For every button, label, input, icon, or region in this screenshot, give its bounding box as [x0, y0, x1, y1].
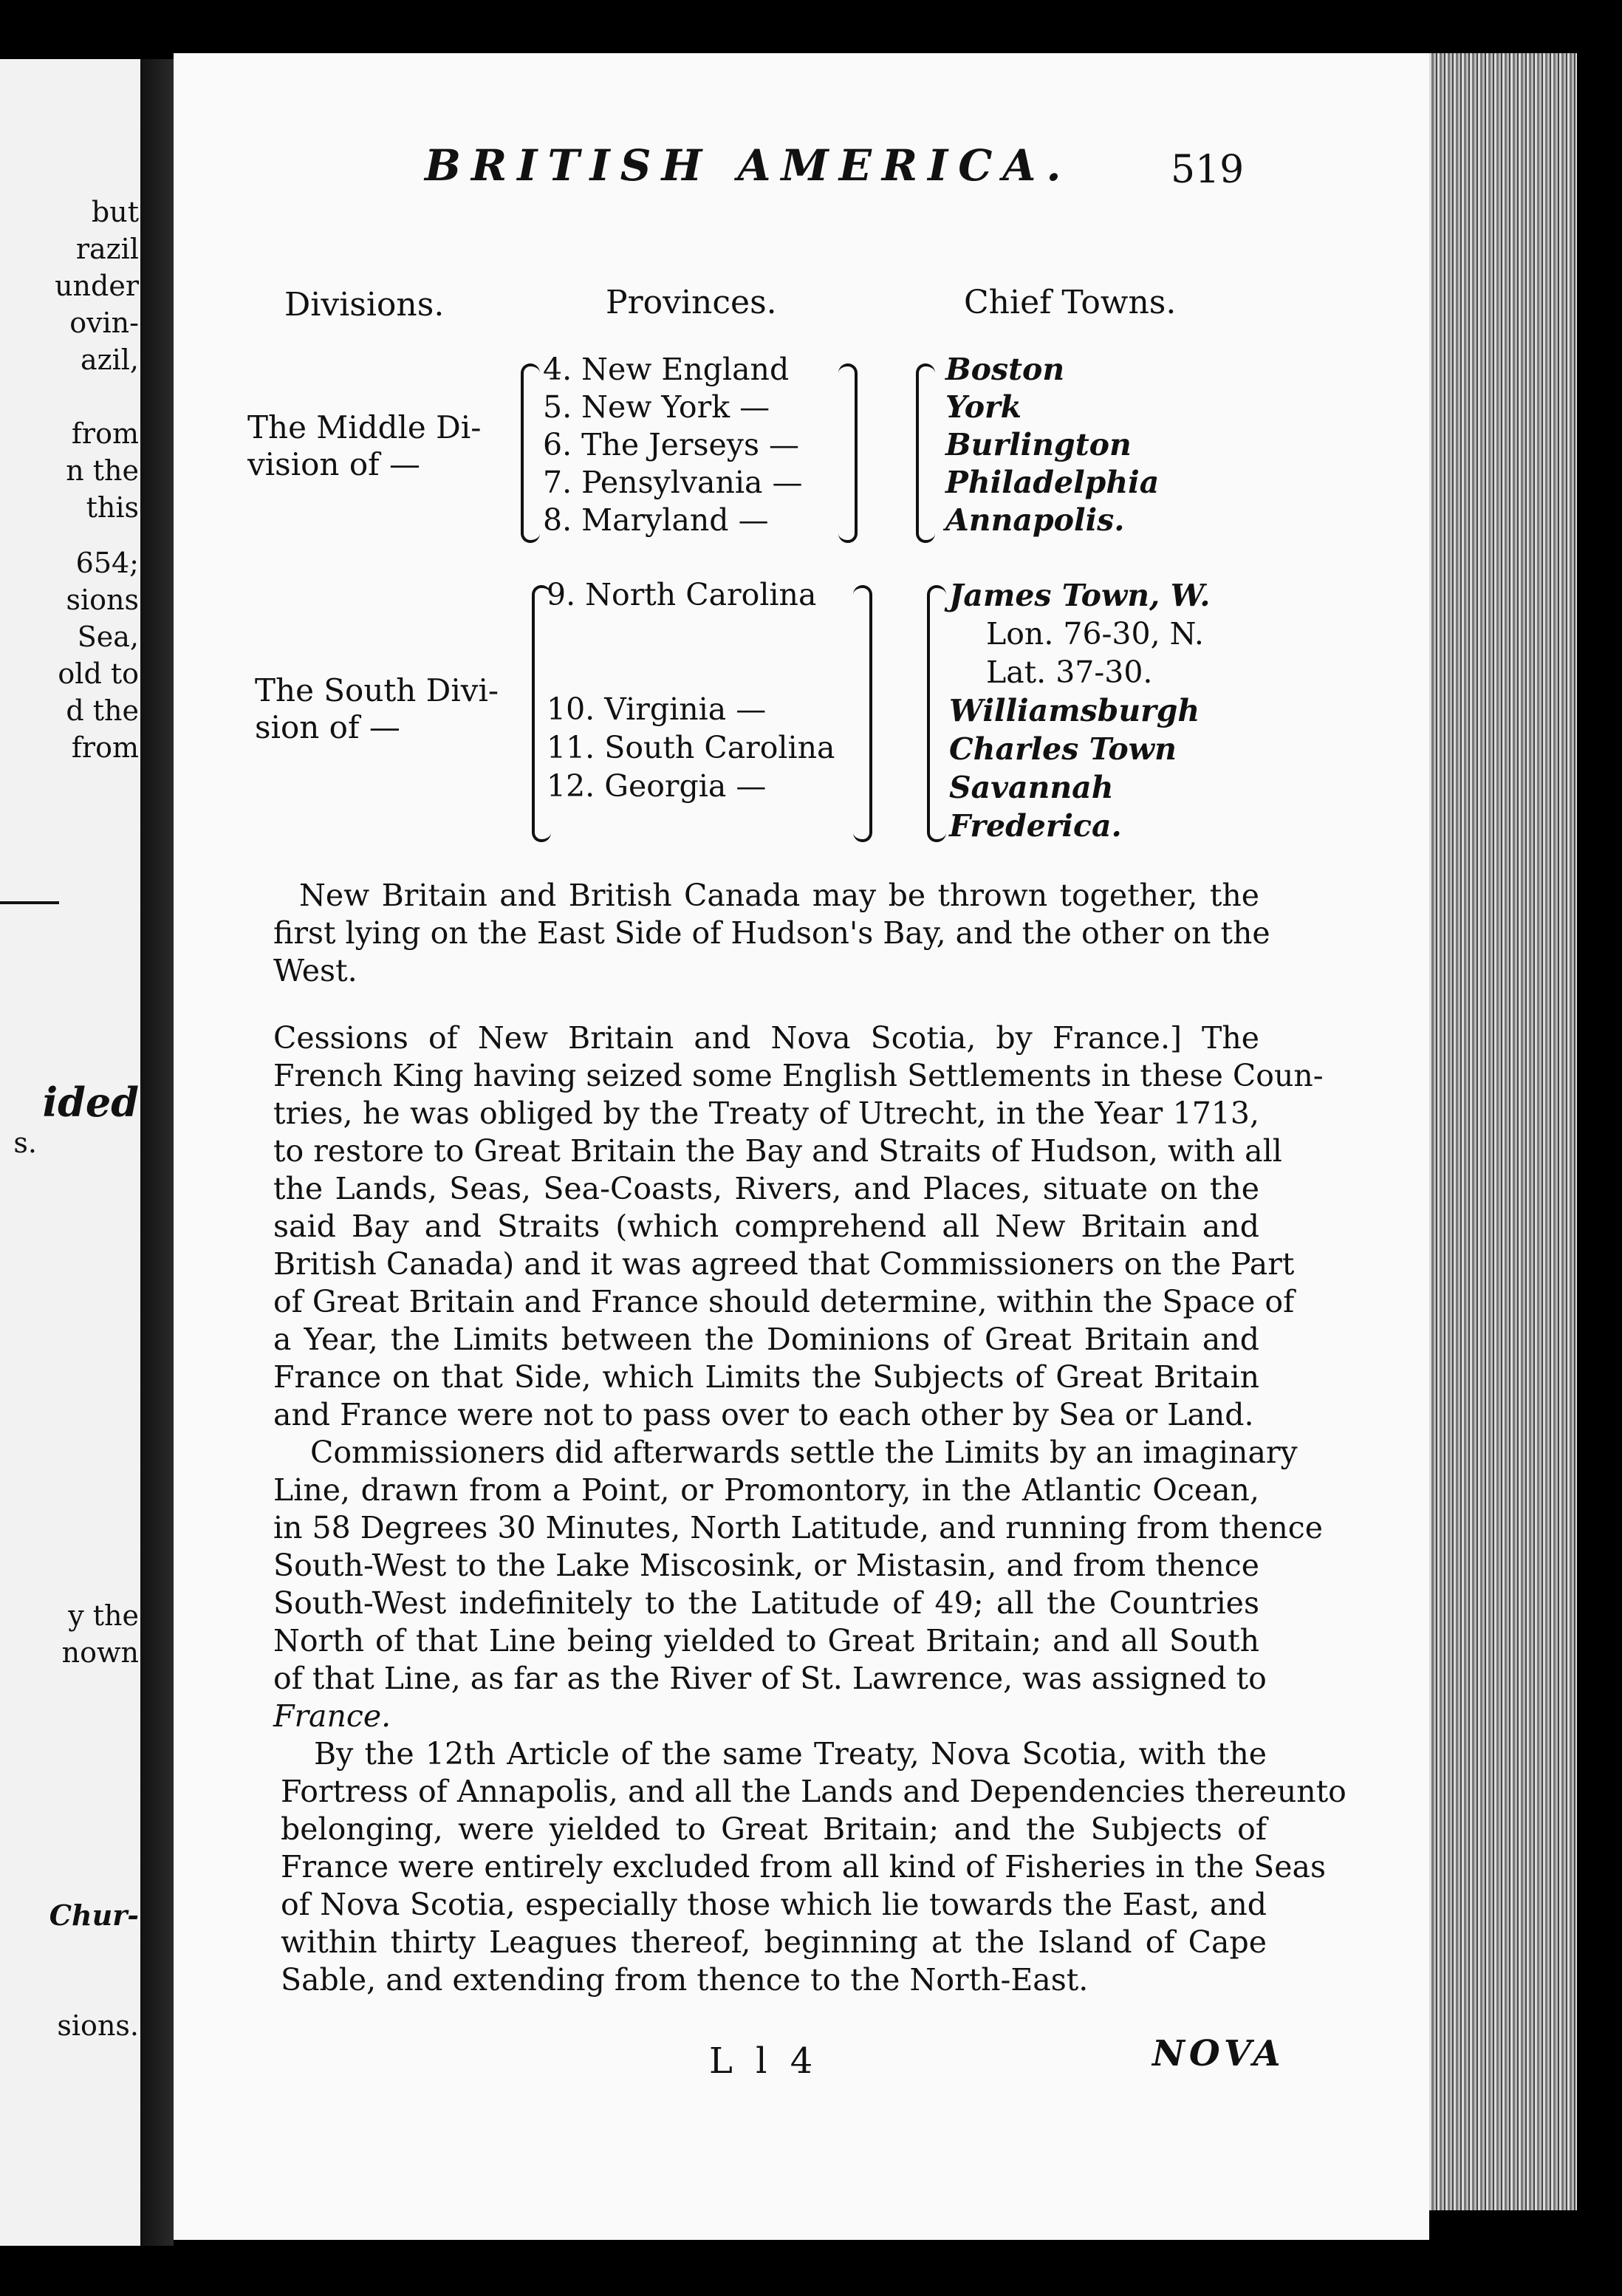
paragraph-2	[273, 1019, 1324, 1434]
column-header-divisions: Divisions.	[284, 286, 445, 324]
text-line: British Canada) and it was agreed that Commissioners on the Part	[273, 1246, 1295, 1282]
town-item: Williamsburgh	[949, 693, 1200, 728]
brace-left	[927, 585, 946, 842]
text-line: in 58 Degrees 30 Minutes, North Latitude, and running from thence	[273, 1510, 1323, 1545]
town-item: Annapolis.	[945, 502, 1125, 538]
left-fragment: 654;	[75, 547, 139, 579]
middle-provinces	[543, 351, 802, 539]
text-line: Commissioners did afterwards settle the Limits by an imaginary	[310, 1435, 1298, 1470]
province-item: 8. Maryland —	[543, 502, 769, 538]
middle-division-label: The Middle Di- vision of —	[247, 409, 482, 482]
text-line: France.	[273, 1698, 391, 1734]
column-header-provinces: Provinces.	[606, 284, 777, 321]
paragraph-1	[273, 877, 1270, 990]
divider-rule	[0, 901, 59, 904]
province-item: 6. The Jerseys —	[543, 427, 800, 462]
book-gutter	[140, 59, 174, 2246]
town-coordinates: Lat. 37-30.	[986, 655, 1153, 690]
text-line: of that Line, as far as the River of St. Lawrence, was assigned to	[273, 1661, 1267, 1696]
left-fragment: Sea,	[77, 621, 139, 653]
text-line: South-West indefinitely to the Latitude of 49; all the Countries	[273, 1585, 1259, 1621]
paragraph-3	[273, 1434, 1323, 1735]
text-line: belonging, were yielded to Great Britain; and the Subjects of	[281, 1811, 1267, 1847]
middle-towns	[945, 351, 1159, 539]
town-item: York	[945, 389, 1022, 425]
town-item: Frederica.	[949, 808, 1122, 844]
text-line: By the 12th Article of the same Treaty, Nova Scotia, with the	[314, 1736, 1267, 1771]
province-item: 9. North Carolina	[547, 577, 817, 612]
page-edges	[1429, 53, 1577, 2210]
signature-mark: L l 4	[709, 2040, 819, 2082]
brace-right	[838, 363, 858, 543]
left-facing-page	[0, 59, 148, 2246]
text-line: first lying on the East Side of Hudson's Bay, and the other on the	[273, 915, 1270, 951]
left-fragment: this	[86, 491, 139, 524]
province-item: 10. Virginia —	[547, 691, 767, 727]
text-line: the Lands, Seas, Sea-Coasts, Rivers, and Places, situate on the	[273, 1171, 1259, 1206]
left-fragment: sions	[66, 584, 139, 616]
left-fragment: old to	[58, 657, 139, 690]
province-item: 12. Georgia —	[547, 768, 767, 804]
town-item: James Town, W.	[949, 578, 1211, 613]
running-head: BRITISH AMERICA.	[425, 140, 1072, 191]
text-line: France on that Side, which Limits the Subjects of Great Britain	[273, 1359, 1259, 1395]
left-fragment: s.	[13, 1127, 37, 1159]
province-item: 7. Pensylvania —	[543, 465, 803, 500]
left-fragment: ovin-	[69, 307, 139, 339]
column-header-towns: Chief Towns.	[964, 284, 1177, 321]
left-fragment: razil	[75, 233, 139, 265]
text-line: within thirty Leagues thereof, beginning at the Island of Cape	[281, 1924, 1267, 1960]
left-fragment: under	[55, 270, 139, 302]
left-fragment: d the	[66, 694, 139, 727]
page-number: 519	[1171, 148, 1245, 192]
south-provinces	[547, 576, 842, 857]
town-item: Philadelphia	[945, 465, 1160, 500]
town-item: Boston	[945, 352, 1065, 387]
town-item: Burlington	[945, 427, 1132, 462]
province-item: 11. South Carolina	[547, 730, 835, 765]
south-towns	[949, 576, 1211, 845]
town-coordinates: Lon. 76-30, N.	[986, 616, 1204, 652]
text-line: West.	[273, 953, 357, 988]
text-line: New Britain and British Canada may be thrown together, the	[299, 878, 1259, 913]
brace-left	[916, 363, 935, 543]
text-line: Line, drawn from a Point, or Promontory, in the Atlantic Ocean,	[273, 1472, 1259, 1508]
text-line: of Nova Scotia, especially those which lie towards the East, and	[281, 1887, 1267, 1922]
left-fragment: azil,	[80, 344, 139, 376]
text-line: French King having seized some English Settlements in these Coun-	[273, 1058, 1324, 1093]
province-item: 5. New York —	[543, 389, 770, 425]
book-page	[174, 53, 1429, 2240]
town-item: Charles Town	[949, 731, 1177, 767]
text-line: Cessions of New Britain and Nova Scotia, by France.] The	[273, 1020, 1259, 1056]
left-fragment: sions.	[57, 2009, 139, 2042]
south-division-label: The South Divi- sion of —	[255, 672, 499, 745]
text-line: South-West to the Lake Miscosink, or Mistasin, and from thence	[273, 1548, 1259, 1583]
paragraph-4	[281, 1735, 1346, 1999]
brace-right	[853, 585, 872, 842]
left-fragment: ided	[42, 1079, 139, 1126]
text-line: said Bay and Straits (which comprehend all New Britain and	[273, 1209, 1259, 1244]
text-line: tries, he was obliged by the Treaty of Utrecht, in the Year 1713,	[273, 1096, 1259, 1131]
text-line: to restore to Great Britain the Bay and Straits of Hudson, with all	[273, 1133, 1282, 1169]
text-line: a Year, the Limits between the Dominions of Great Britain and	[273, 1322, 1259, 1357]
left-fragment: Chur-	[49, 1899, 139, 1932]
text-line: North of that Line being yielded to Great Britain; and all South	[273, 1623, 1259, 1658]
province-item: 4. New England	[543, 352, 790, 387]
text-line: Fortress of Annapolis, and all the Lands and Dependencies thereunto	[281, 1774, 1346, 1809]
brace-left	[521, 363, 540, 543]
left-fragment: y the	[68, 1599, 139, 1632]
text-line: of Great Britain and France should determine, within the Space of	[273, 1284, 1295, 1319]
text-line: Sable, and extending from thence to the North-East.	[281, 1962, 1089, 1998]
left-fragment: n the	[66, 454, 139, 487]
left-fragment: from	[71, 731, 139, 764]
left-fragment: from	[71, 417, 139, 450]
left-fragment: nown	[61, 1636, 139, 1669]
text-line: and France were not to pass over to each other by Sea or Land.	[273, 1397, 1254, 1432]
catchword: NOVA	[1152, 2033, 1285, 2074]
left-fragment: but	[91, 196, 139, 228]
text-line: France were entirely excluded from all kind of Fisheries in the Seas	[281, 1849, 1326, 1885]
town-item: Savannah	[949, 770, 1114, 805]
